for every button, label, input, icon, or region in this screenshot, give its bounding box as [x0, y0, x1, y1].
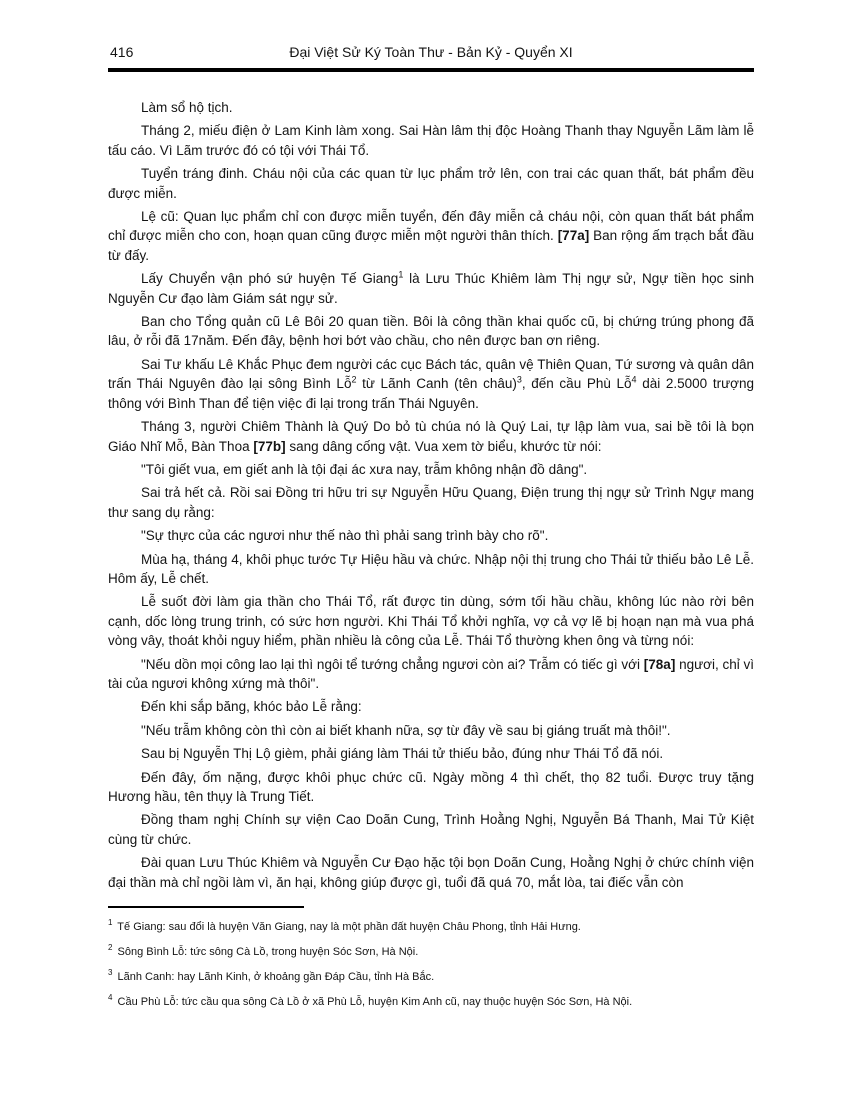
paragraph: Tuyển tráng đinh. Cháu nội của các quan từ lục phẩm trở lên, con trai các quan thất, bát phẩm đều được miễn. — [108, 166, 754, 201]
folio-marker: [77a] — [557, 228, 590, 244]
page-content — [108, 42, 754, 1020]
paragraph: "Nếu dồn mọi công lao lại thì ngôi tể tướng chẳng ngươi còn ai? Trẫm có tiếc gì với [78a] ngươi, chỉ vì tài của ngươi không xứng mà thôi". — [108, 656, 754, 691]
paragraph: "Tôi giết vua, em giết anh là tội đại ác xưa nay, trẫm không nhận đồ dâng". — [141, 461, 588, 477]
paragraph: Sai Tư khấu Lê Khắc Phục đem người các cục Bách tác, quân vệ Thiên Quan, Tứ sương và quân dân trấn Thái Nguyên đào lại sông Bình Lỗ$^2$ từ Lãnh Canh (tên châu)$^3$, đến cầu Phù Lỗ$^4$ dài 2.5000 trượng thông với Bình Than để tiện việc đi lại trong trấn Thái Nguyên. — [108, 356, 754, 411]
header-rule — [108, 68, 754, 72]
paragraph: Đài quan Lưu Thúc Khiêm và Nguyễn Cư Đạo hặc tội bọn Doãn Cung, Hoằng Nghị ở chức chính viện đại thần mà chỉ ngồi làm vì, ăn hại, không giúp được gì, tuổi đã quá 70, mắt lòa, tai điếc vẫn còn — [108, 855, 754, 890]
footnote: $^1$ Tế Giang: sau đổi là huyện Văn Giang, nay là một phần đất huyện Châu Phong, tỉnh Hải Hưng. — [108, 918, 581, 934]
footnote: $^2$ Sông Bình Lỗ: tức sông Cà Lồ, trong huyện Sóc Sơn, Hà Nội. — [108, 943, 419, 959]
footnote-number: 3 — [108, 968, 113, 978]
body-text — [108, 98, 754, 892]
footnote-ref: 4 — [631, 374, 637, 385]
page-title: Đại Việt Sử Ký Toàn Thư - Bản Kỷ - Quyển XI — [289, 44, 573, 60]
footnote-number: 1 — [108, 918, 113, 928]
paragraph: Sai trả hết cả. Rồi sai Đồng tri hữu tri sự Nguyễn Hữu Quang, Điện trung thị ngự sử Trình Ngự mang thư sang dụ rằng: — [108, 485, 754, 520]
paragraph: "Nếu trẫm không còn thì còn ai biết khanh nữa, sợ từ đây về sau bị giáng truất mà thôi!". — [141, 722, 671, 738]
paragraph: Đến đây, ốm nặng, được khôi phục chức cũ. Ngày mồng 4 thì chết, thọ 82 tuổi. Được truy tặng Hương hầu, tên thụy là Trung Tiết. — [108, 769, 754, 804]
footnote-ref: 2 — [351, 374, 357, 385]
page-number: 416 — [110, 44, 134, 60]
paragraph: Lễ suốt đời làm gia thần cho Thái Tổ, rất được tin dùng, sớm tối hầu chầu, không lúc nào rời bên cạnh, dốc lòng trung trinh, có sức hơn người. Khi Thái Tổ khởi nghĩa, vợ cả vợ lẽ bị hoạn nạn mà vua phá vòng vây, thoát khỏi nguy hiểm, phần nhiều là công của Lễ. Thái Tổ thường khen ông và từng nói: — [108, 594, 754, 649]
footnote-number: 2 — [108, 943, 113, 953]
footnote-divider — [108, 906, 304, 908]
folio-marker: [77b] — [253, 438, 286, 454]
page-header — [108, 42, 754, 64]
paragraph: Tháng 3, người Chiêm Thành là Quý Do bỏ tù chúa nó là Quý Lai, tự lập làm vua, sai bề tôi là bọn Giáo Nhĩ Mỗ, Bàn Thoa [77b] sang dâng cống vật. Vua xem tờ biểu, khước từ nói: — [108, 419, 754, 454]
footnote: $^4$ Cầu Phù Lỗ: tức cầu qua sông Cà Lồ ở xã Phù Lỗ, huyện Kim Anh cũ, nay thuộc huyện Sóc Sơn, Hà Nội. — [108, 993, 633, 1009]
paragraph: Lấy Chuyển vận phó sứ huyện Tế Giang$^1$ là Lưu Thúc Khiêm làm Thị ngự sử, Ngự tiền học sinh Nguyễn Cư đạo làm Giám sát ngự sử. — [108, 269, 754, 306]
paragraph: Mùa hạ, tháng 4, khôi phục tước Tự Hiệu hầu và chức. Nhập nội thị trung cho Thái tử thiếu bảo Lê Lễ. Hôm ấy, Lễ chết. — [108, 551, 754, 586]
paragraph: Đến khi sắp băng, khóc bảo Lễ rằng: — [141, 699, 362, 715]
footnote-ref: 3 — [516, 374, 522, 385]
footnotes-section — [108, 920, 754, 1009]
paragraph: Làm sổ hộ tịch. — [141, 100, 233, 115]
footnote-ref: 1 — [398, 269, 404, 280]
paragraph: Ban cho Tổng quản cũ Lê Bôi 20 quan tiền. Bôi là công thần khai quốc cũ, bị chứng trúng phong đã lâu, ở rỗi đã 17năm. Đến đây, bệnh hơi bớt vào chầu, cho nên được ban ơn riêng. — [108, 314, 754, 349]
footnote: $^3$ Lãnh Canh: hay Lãnh Kinh, ở khoảng gần Đáp Cầu, tỉnh Hà Bắc. — [108, 968, 435, 984]
paragraph: Lệ cũ: Quan lục phẩm chỉ con được miễn tuyển, đến đây miễn cả cháu nội, còn quan thất bát phẩm chỉ được miễn cho con, hoạn quan cũng được miễn một người thân thích. [77a] Ban rộng ấm trạch bắt đầu từ đấy. — [108, 209, 754, 263]
footnote-number: 4 — [108, 993, 113, 1003]
paragraph: Đồng tham nghị Chính sự viện Cao Doãn Cung, Trình Hoằng Nghị, Nguyễn Bá Thanh, Mai Tử Kiệt cùng từ chức. — [108, 812, 754, 847]
paragraph: Sau bị Nguyễn Thị Lộ gièm, phải giáng làm Thái tử thiếu bảo, đúng như Thái Tổ đã nói. — [141, 746, 664, 762]
folio-marker: [78a] — [643, 656, 676, 672]
paragraph: "Sự thực của các ngươi như thế nào thì phải sang trình bày cho rõ". — [141, 528, 549, 544]
paragraph: Tháng 2, miếu điện ở Lam Kinh làm xong. Sai Hàn lâm thị độc Hoàng Thanh thay Nguyễn Lãm làm lễ tấu cáo. Vì Lãm trước đó có tội với Thái Tổ. — [108, 123, 754, 158]
